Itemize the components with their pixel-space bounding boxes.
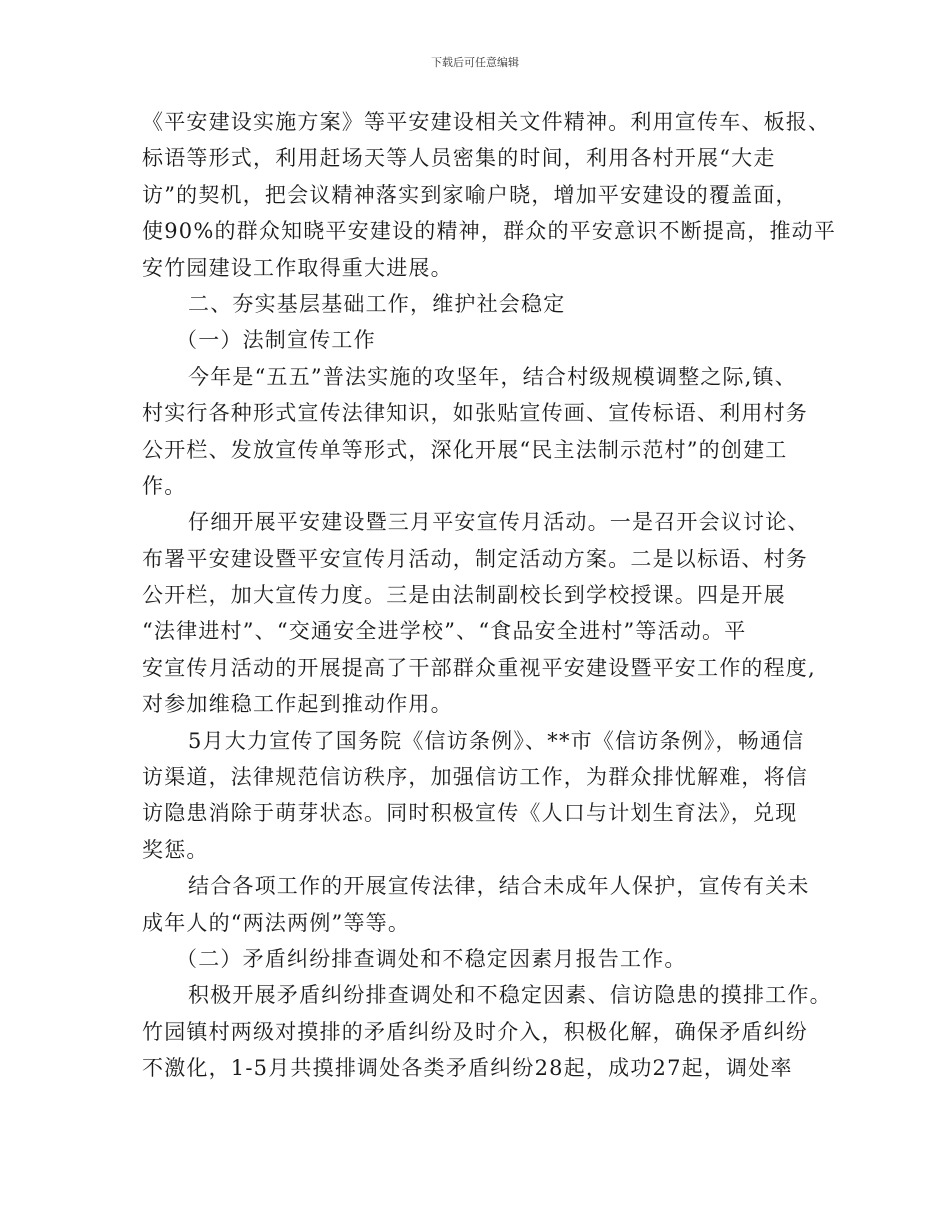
text-line: 不激化，1-5月共摸排调处各类矛盾纠纷28起，成功27起，调处率 <box>142 1056 793 1081</box>
text-line: 使90%的群众知晓平安建设的精神，群众的平安意识不断提高，推动平 <box>142 219 837 244</box>
text-line: 公开栏，加大宣传力度。三是由法制副校长到学校授课。四是开展 <box>142 583 786 608</box>
text-line: 仔细开展平安建设暨三月平安宣传月活动。一是召开会议讨论、 <box>188 510 810 535</box>
page-header: 下载后可任意编辑 <box>431 56 519 69</box>
section-heading: 二、夯实基层基础工作，维护社会稳定 <box>188 291 566 316</box>
text-line: 积极开展矛盾纠纷排查调处和不稳定因素、信访隐患的摸排工作。 <box>188 983 832 1008</box>
text-line: 今年是“五五”普法实施的攻坚年，结合村级规模调整之际,镇、 <box>188 364 797 389</box>
text-line: 奖惩。 <box>142 837 209 862</box>
text-line: 布署平安建设暨平安宣传月活动，制定活动方案。二是以标语、村务 <box>142 546 808 571</box>
text-line: 作。 <box>142 473 187 498</box>
text-line: 访隐患消除于萌芽状态。同时积极宣传《人口与计划生育法》，兑现 <box>142 801 798 826</box>
text-line: 结合各项工作的开展宣传法律，结合未成年人保护，宣传有关未 <box>188 874 810 899</box>
text-line: 竹园镇村两级对摸排的矛盾纠纷及时介入，积极化解，确保矛盾纠纷 <box>142 1019 808 1044</box>
text-line: 成年人的“两法两例”等等。 <box>142 910 411 935</box>
text-line: 村实行各种形式宣传法律知识，如张贴宣传画、宣传标语、利用村务 <box>142 401 808 426</box>
text-line: 标语等形式，利用赶场天等人员密集的时间，利用各村开展“大走 <box>142 146 776 171</box>
document-body <box>142 104 837 1087</box>
subsection-heading: （二）矛盾纠纷排查调处和不稳定因素月报告工作。 <box>176 946 687 971</box>
text-line: 访渠道，法律规范信访秩序，加强信访工作，为群众排忧解难，将信 <box>142 765 808 790</box>
text-line: “法律进村”、“交通安全进学校”、“食品安全进村”等活动。平 <box>142 619 747 644</box>
text-line: 访”的契机，把会议精神落实到家喻户晓，增加平安建设的覆盖面， <box>142 182 798 207</box>
text-line: 对参加维稳工作起到推动作用。 <box>142 692 453 717</box>
text-line: 安竹园建设工作取得重大进展。 <box>142 255 453 280</box>
text-line: 5月大力宣传了国务院《信访条例》、**市《信访条例》，畅通信 <box>188 728 805 753</box>
text-line: 《平安建设实施方案》等平安建设相关文件精神。利用宣传车、板报、 <box>142 110 831 134</box>
subsection-heading: （一）法制宣传工作 <box>176 328 376 353</box>
text-line: 安宣传月活动的开展提高了干部群众重视平安建设暨平安工作的程度, <box>142 655 816 680</box>
text-line: 公开栏、发放宣传单等形式，深化开展“民主法制示范村”的创建工 <box>142 437 788 462</box>
